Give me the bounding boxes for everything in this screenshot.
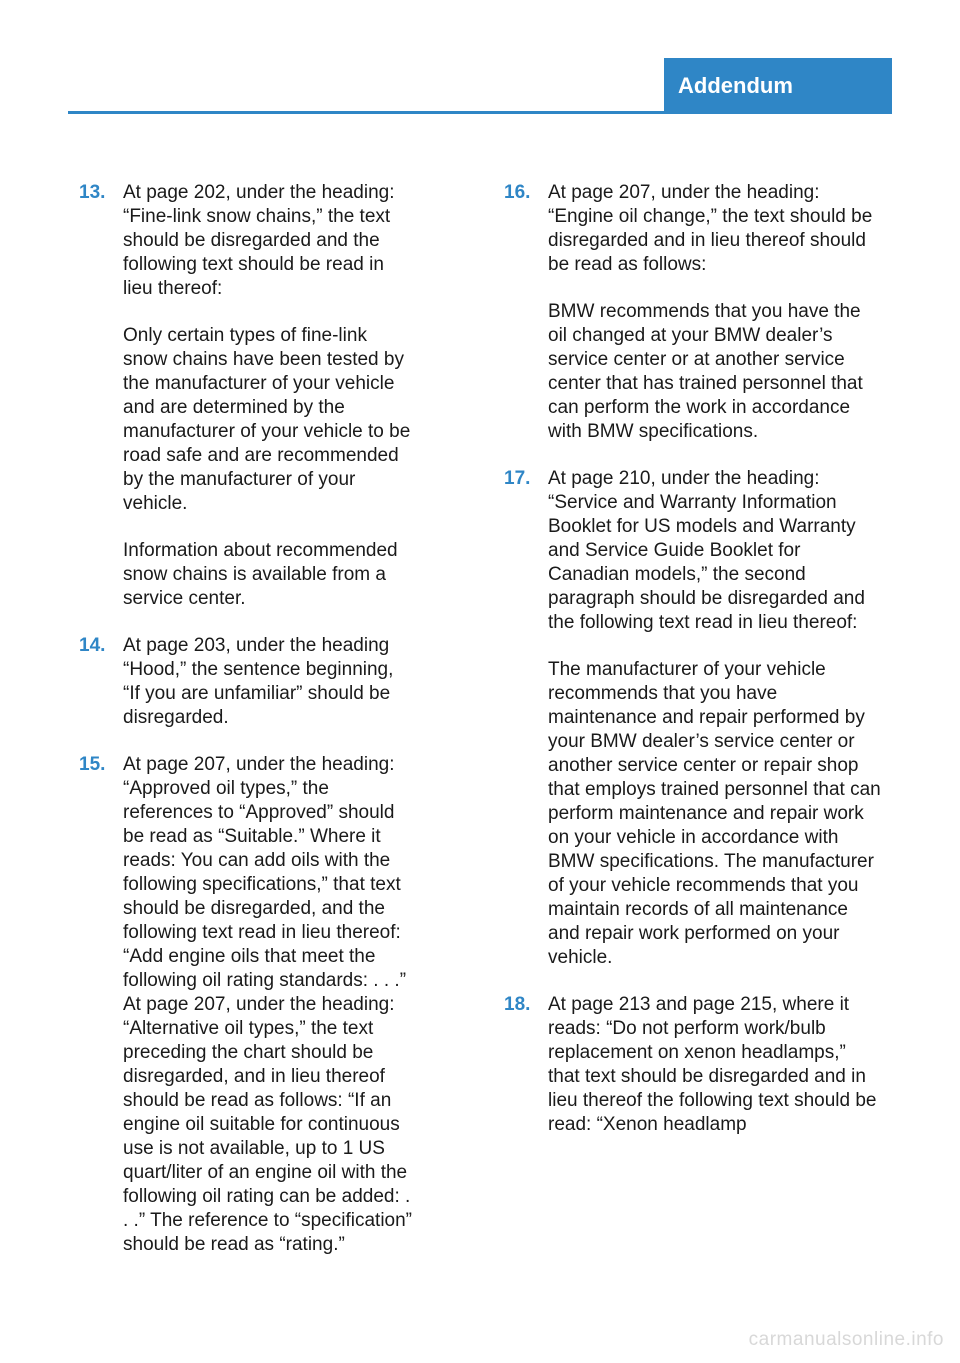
item-paragraph: At page 202, under the heading: “Fine-link snow chains,” the text should be disregarded and the following text should be read in lieu thereof: xyxy=(123,182,395,299)
item-paragraph: At page 213 and page 215, where it reads: “Do not perform work/bulb replacement on xenon headlamps,” that text should be disregarded and in lieu thereof the following text should be read: “Xenon headlamp xyxy=(548,994,877,1135)
item-number: 15. xyxy=(79,754,106,775)
item-paragraph: At page 207, under the heading: “Engine oil change,” the text should be disregarded and in lieu thereof should be read as follows: xyxy=(548,182,873,275)
addendum-item xyxy=(504,467,882,970)
addendum-item xyxy=(504,181,882,444)
item-paragraph: Only certain types of fine-link snow chains have been tested by the manufacturer of your vehicle and are determined by the manufacturer of your vehicle to be road safe and are recommended by the manufacturer of your vehicle. xyxy=(123,325,411,514)
addendum-item xyxy=(79,753,414,1257)
item-number: 18. xyxy=(504,994,531,1015)
left-column xyxy=(79,181,414,1280)
item-paragraph: At page 207, under the heading: “Approved oil types,” the references to “Approved” should be read as “Suitable.” Where it reads: You can add oils with the following specifications,” that text should be disregarded, and the following text read in lieu thereof: “Add engine oils that meet the following oil rating standards: . . .” At page 207, under the heading: “Alternative oil types,” the text preceding the chart should be disregarded, and in lieu thereof should be read as follows: “If an engine oil suitable for continuous use is not available, up to 1 US quart/liter of an engine oil with the following oil rating can be added: . . .” The reference to “specification” should be read as “rating.” xyxy=(123,754,412,1255)
item-paragraph: The manufacturer of your vehicle recommends that you have maintenance and repair performed by your BMW dealer’s service center or another service center or repair shop that employs trained personnel that can perform maintenance and repair work on your vehicle in accordance with BMW specifications. The manufacturer of your vehicle recommends that you maintain records of all maintenance and repair work performed on your vehicle. xyxy=(548,659,881,968)
item-number: 13. xyxy=(79,182,106,203)
section-tab xyxy=(664,58,892,114)
item-number: 16. xyxy=(504,182,531,203)
watermark: carmanualsonline.info xyxy=(748,1329,944,1350)
addendum-item xyxy=(504,993,882,1137)
addendum-item xyxy=(79,634,414,730)
item-paragraph: Information about recommended snow chains is available from a service center. xyxy=(123,540,398,609)
item-paragraph: At page 210, under the heading: “Service and Warranty Information Booklet for US models and Warranty and Service Guide Booklet for Canadian models,” the second paragraph should be disregarded and the following text read in lieu thereof: xyxy=(548,468,865,633)
section-title: Addendum xyxy=(678,73,793,98)
addendum-item xyxy=(79,181,414,611)
item-paragraph: At page 203, under the heading “Hood,” the sentence beginning, “If you are unfamiliar” should be disregarded. xyxy=(123,635,394,728)
item-number: 14. xyxy=(79,635,106,656)
item-number: 17. xyxy=(504,468,531,489)
item-paragraph: BMW recommends that you have the oil changed at your BMW dealer’s service center or at another service center that has trained personnel that can perform the work in accordance with BMW specifications. xyxy=(548,301,863,442)
right-column xyxy=(504,181,882,1160)
